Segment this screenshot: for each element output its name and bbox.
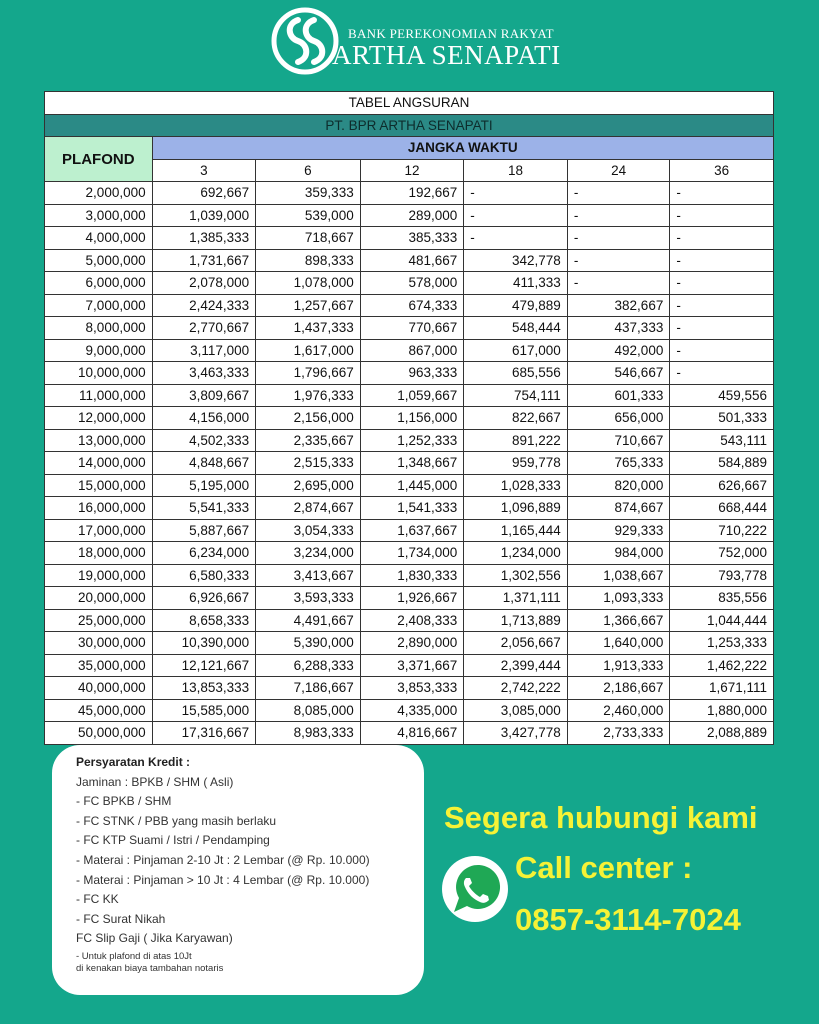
requirement-item: - Materai : Pinjaman > 10 Jt : 4 Lembar (@ Rp. 10.000) [76,872,370,887]
installment-cell: 17,316,667 [152,722,256,745]
term-month-6: 6 [256,159,361,182]
installment-cell: 3,463,333 [152,362,256,385]
plafond-cell: 6,000,000 [45,272,153,295]
installment-cell: - [670,339,774,362]
table-row [45,362,774,385]
installment-cell: 656,000 [567,407,670,430]
table-row [45,722,774,745]
installment-cell: 13,853,333 [152,677,256,700]
table-row [45,317,774,340]
installment-cell: 674,333 [360,294,464,317]
installment-cell: - [670,227,774,250]
call-center-label: Call center : [515,850,693,885]
installment-cell: 754,111 [464,384,568,407]
requirement-item: FC Slip Gaji ( Jika Karyawan) [76,931,233,946]
installment-cell: - [464,204,568,227]
installment-cell: 1,096,889 [464,497,568,520]
installment-cell: 2,399,444 [464,654,568,677]
installment-cell: 1,880,000 [670,699,774,722]
contact-headline: Segera hubungi kami [444,800,758,835]
installment-cell: 539,000 [256,204,361,227]
plafond-cell: 40,000,000 [45,677,153,700]
installment-cell: 5,887,667 [152,519,256,542]
installment-cell: - [670,294,774,317]
table-company: PT. BPR ARTHA SENAPATI [45,114,774,137]
installment-cell: 382,667 [567,294,670,317]
plafond-cell: 25,000,000 [45,609,153,632]
installment-cell: 710,667 [567,429,670,452]
installment-cell: 874,667 [567,497,670,520]
plafond-cell: 14,000,000 [45,452,153,475]
table-row [45,587,774,610]
installment-cell: 1,637,667 [360,519,464,542]
installment-cell: 548,444 [464,317,568,340]
installment-cell: 6,288,333 [256,654,361,677]
table-row [45,609,774,632]
installment-cell: 10,390,000 [152,632,256,655]
bank-logo-icon [270,6,340,76]
installment-cell: 2,156,000 [256,407,361,430]
installment-cell: 359,333 [256,182,361,205]
installment-cell: 1,541,333 [360,497,464,520]
installment-cell: 1,926,667 [360,587,464,610]
installment-cell: - [567,249,670,272]
table-row [45,339,774,362]
installment-cell: 5,541,333 [152,497,256,520]
table-row [45,699,774,722]
installment-cell: 1,348,667 [360,452,464,475]
installment-cell: 479,889 [464,294,568,317]
plafond-cell: 50,000,000 [45,722,153,745]
installment-cell: - [670,362,774,385]
installment-cell: - [567,227,670,250]
installment-cell: 8,085,000 [256,699,361,722]
installment-cell: 963,333 [360,362,464,385]
plafond-cell: 9,000,000 [45,339,153,362]
installment-cell: 668,444 [670,497,774,520]
installment-cell: 1,165,444 [464,519,568,542]
installment-cell: 1,731,667 [152,249,256,272]
installment-cell: - [464,227,568,250]
installment-cell: 2,078,000 [152,272,256,295]
table-row [45,227,774,250]
term-month-3: 3 [152,159,256,182]
note-line-2: di kenakan biaya tambahan notaris [76,962,224,974]
installment-cell: 7,186,667 [256,677,361,700]
table-row [45,294,774,317]
installment-cell: 984,000 [567,542,670,565]
installment-cell: 1,038,667 [567,564,670,587]
bank-type-label: BANK PEREKONOMIAN RAKYAT [348,26,554,41]
installment-cell: 718,667 [256,227,361,250]
requirements-card [52,745,424,995]
term-header: JANGKA WAKTU [152,137,773,160]
requirement-item: - FC KTP Suami / Istri / Pendamping [76,833,270,848]
plafond-header: PLAFOND [45,137,153,182]
plafond-cell: 4,000,000 [45,227,153,250]
installment-cell: 685,556 [464,362,568,385]
requirement-item: - Materai : Pinjaman 2-10 Jt : 2 Lembar (@ Rp. 10.000) [76,852,370,867]
installment-cell: 437,333 [567,317,670,340]
table-row [45,519,774,542]
installment-cell: 5,195,000 [152,474,256,497]
installment-cell: 492,000 [567,339,670,362]
requirement-item: - FC STNK / PBB yang masih berlaku [76,813,277,828]
installment-cell: 2,890,000 [360,632,464,655]
installment-cell: 1,093,333 [567,587,670,610]
installment-cell: 4,848,667 [152,452,256,475]
installment-cell: 546,667 [567,362,670,385]
table-row [45,452,774,475]
installment-cell: 1,734,000 [360,542,464,565]
requirements-title: Persyaratan Kredit : [76,755,191,769]
plafond-cell: 30,000,000 [45,632,153,655]
table-row [45,542,774,565]
installment-cell: 3,413,667 [256,564,361,587]
installment-cell: 2,874,667 [256,497,361,520]
installment-cell: 1,257,667 [256,294,361,317]
installment-cell: 601,333 [567,384,670,407]
installment-cell: 1,462,222 [670,654,774,677]
plafond-cell: 8,000,000 [45,317,153,340]
installment-cell: 1,976,333 [256,384,361,407]
installment-cell: 1,078,000 [256,272,361,295]
bank-logo [270,6,570,76]
installment-cell: 2,770,667 [152,317,256,340]
table-row [45,384,774,407]
plafond-cell: 18,000,000 [45,542,153,565]
requirements-list [76,773,424,949]
installment-cell: 501,333 [670,407,774,430]
installment-cell: 835,556 [670,587,774,610]
installment-cell: 1,028,333 [464,474,568,497]
installment-cell: 1,713,889 [464,609,568,632]
installment-cell: - [670,204,774,227]
installment-cell: 4,156,000 [152,407,256,430]
installment-cell: - [670,249,774,272]
installment-cell: 1,252,333 [360,429,464,452]
installment-cell: 192,667 [360,182,464,205]
installment-cell: 1,234,000 [464,542,568,565]
installment-cell: 617,000 [464,339,568,362]
installment-cell: 385,333 [360,227,464,250]
installment-cell: 1,437,333 [256,317,361,340]
installment-cell: 1,617,000 [256,339,361,362]
plafond-cell: 45,000,000 [45,699,153,722]
plafond-cell: 19,000,000 [45,564,153,587]
installment-cell: 1,044,444 [670,609,774,632]
installment-cell: 5,390,000 [256,632,361,655]
installment-cell: - [464,182,568,205]
term-month-36: 36 [670,159,774,182]
installment-cell: 1,366,667 [567,609,670,632]
installment-cell: 1,039,000 [152,204,256,227]
installment-cell: 2,695,000 [256,474,361,497]
requirements-note [76,951,424,975]
installment-cell: 459,556 [670,384,774,407]
installment-cell: 3,371,667 [360,654,464,677]
installment-cell: - [567,272,670,295]
table-row [45,204,774,227]
installment-cell: 1,156,000 [360,407,464,430]
plafond-cell: 2,000,000 [45,182,153,205]
phone-number[interactable]: 0857-3114-7024 [515,902,741,937]
plafond-cell: 5,000,000 [45,249,153,272]
installment-cell: 1,059,667 [360,384,464,407]
installment-cell: - [670,272,774,295]
installment-cell: 578,000 [360,272,464,295]
installment-cell: 4,816,667 [360,722,464,745]
installment-cell: 898,333 [256,249,361,272]
installment-cell: 2,056,667 [464,632,568,655]
installment-cell: 12,121,667 [152,654,256,677]
plafond-cell: 7,000,000 [45,294,153,317]
term-row [45,159,774,182]
table-row [45,677,774,700]
installment-cell: 3,853,333 [360,677,464,700]
installment-cell: 3,427,778 [464,722,568,745]
installment-cell: 411,333 [464,272,568,295]
installment-cell: 822,667 [464,407,568,430]
installment-cell: 3,117,000 [152,339,256,362]
installment-cell: 1,371,111 [464,587,568,610]
plafond-cell: 3,000,000 [45,204,153,227]
requirement-item: - FC BPKB / SHM [76,794,172,809]
installment-cell: 752,000 [670,542,774,565]
installment-cell: 3,054,333 [256,519,361,542]
installment-cell: 1,830,333 [360,564,464,587]
term-month-12: 12 [360,159,464,182]
installment-cell: 2,335,667 [256,429,361,452]
installment-cell: 1,385,333 [152,227,256,250]
installment-cell: 1,253,333 [670,632,774,655]
table-body [45,182,774,745]
table-row [45,182,774,205]
table-row [45,497,774,520]
installment-cell: 481,667 [360,249,464,272]
table-row [45,564,774,587]
installment-cell: 2,424,333 [152,294,256,317]
plafond-cell: 16,000,000 [45,497,153,520]
installment-cell: 3,593,333 [256,587,361,610]
installment-cell: 1,671,111 [670,677,774,700]
installment-cell: 959,778 [464,452,568,475]
plafond-cell: 17,000,000 [45,519,153,542]
plafond-cell: 35,000,000 [45,654,153,677]
requirement-item: - FC KK [76,892,119,907]
installment-cell: 2,733,333 [567,722,670,745]
installment-cell: 2,088,889 [670,722,774,745]
requirement-item: - FC Surat Nikah [76,911,166,926]
installment-cell: 929,333 [567,519,670,542]
plafond-cell: 15,000,000 [45,474,153,497]
installment-cell: 770,667 [360,317,464,340]
installment-cell: 15,585,000 [152,699,256,722]
installment-cell: 3,085,000 [464,699,568,722]
installment-cell: 289,000 [360,204,464,227]
installment-cell: 543,111 [670,429,774,452]
installment-cell: - [670,182,774,205]
installment-cell: 6,234,000 [152,542,256,565]
installment-cell: 710,222 [670,519,774,542]
bank-name: ARTHA SENAPATI [332,40,561,70]
installment-cell: 4,335,000 [360,699,464,722]
installment-cell: - [567,204,670,227]
table-row [45,249,774,272]
installment-cell: 820,000 [567,474,670,497]
installment-cell: 765,333 [567,452,670,475]
installment-cell: 2,186,667 [567,677,670,700]
table-title: TABEL ANGSURAN [45,92,774,115]
table-row [45,429,774,452]
term-month-18: 18 [464,159,568,182]
installment-cell: 4,502,333 [152,429,256,452]
installment-cell: 584,889 [670,452,774,475]
installment-cell: 6,926,667 [152,587,256,610]
table-row [45,474,774,497]
installment-cell: 2,515,333 [256,452,361,475]
installment-cell: 2,408,333 [360,609,464,632]
installment-cell: 626,667 [670,474,774,497]
installment-cell: 1,913,333 [567,654,670,677]
plafond-cell: 12,000,000 [45,407,153,430]
installment-cell: 342,778 [464,249,568,272]
whatsapp-icon[interactable] [440,854,510,924]
installment-cell: 1,302,556 [464,564,568,587]
installment-cell: 1,445,000 [360,474,464,497]
table-row [45,272,774,295]
installment-cell: 793,778 [670,564,774,587]
installment-cell: 6,580,333 [152,564,256,587]
installment-cell: - [670,317,774,340]
installment-cell: 2,742,222 [464,677,568,700]
installment-cell: 4,491,667 [256,609,361,632]
installment-cell: 1,796,667 [256,362,361,385]
table-row [45,654,774,677]
plafond-cell: 11,000,000 [45,384,153,407]
note-line-1: - Untuk plafond di atas 10Jt [76,950,192,962]
installment-table [44,91,774,745]
table-row [45,632,774,655]
installment-cell: 2,460,000 [567,699,670,722]
installment-cell: 867,000 [360,339,464,362]
installment-cell: 3,809,667 [152,384,256,407]
installment-cell: 692,667 [152,182,256,205]
installment-cell: - [567,182,670,205]
table-row [45,407,774,430]
installment-cell: 8,983,333 [256,722,361,745]
installment-cell: 1,640,000 [567,632,670,655]
installment-cell: 8,658,333 [152,609,256,632]
term-month-24: 24 [567,159,670,182]
plafond-cell: 10,000,000 [45,362,153,385]
installment-cell: 891,222 [464,429,568,452]
plafond-cell: 13,000,000 [45,429,153,452]
plafond-cell: 20,000,000 [45,587,153,610]
requirement-item: Jaminan : BPKB / SHM ( Asli) [76,774,234,789]
installment-cell: 3,234,000 [256,542,361,565]
